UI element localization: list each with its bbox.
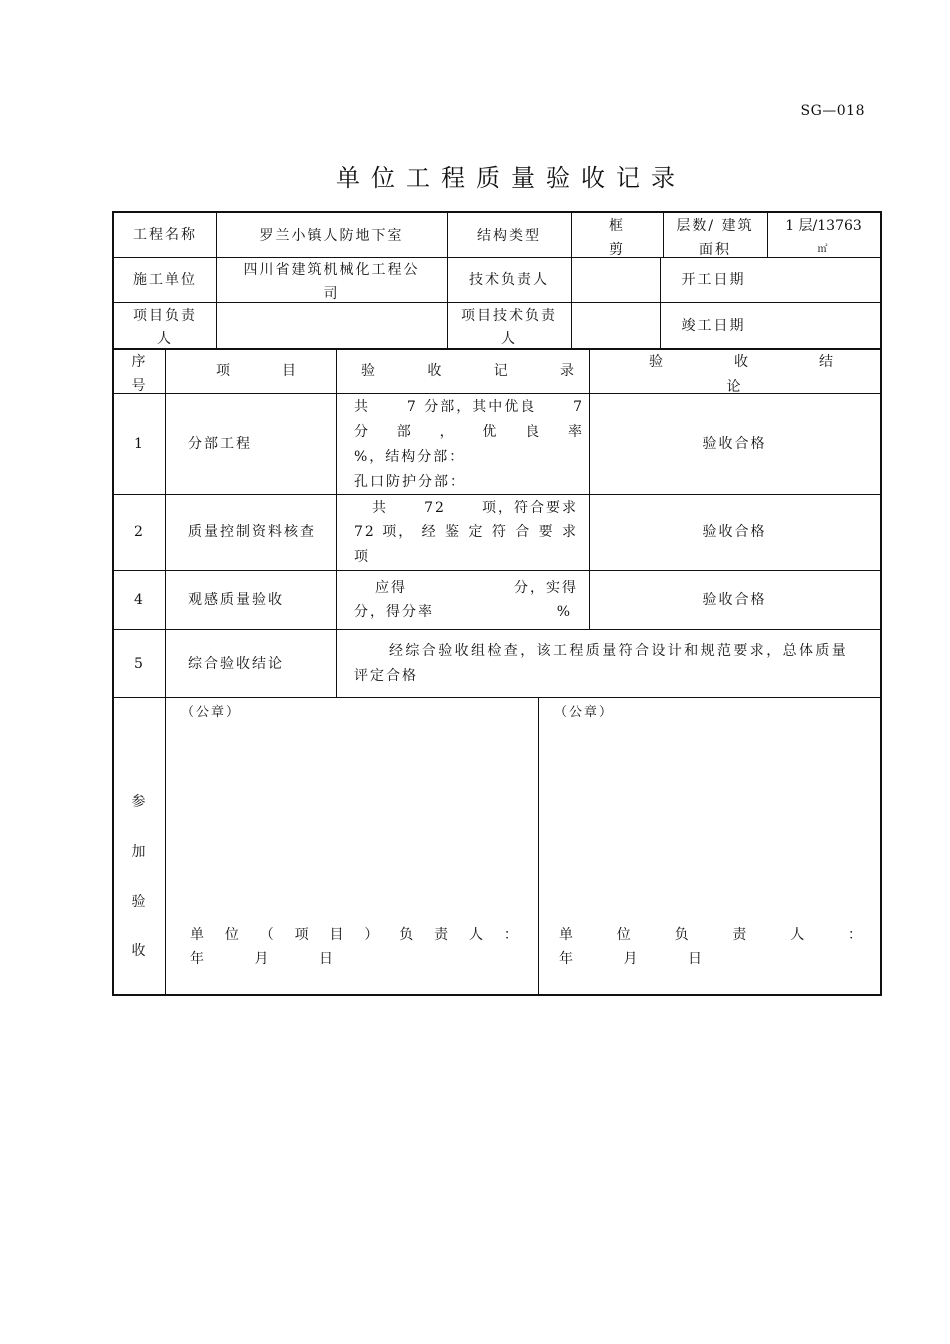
date-text: 月 bbox=[623, 951, 640, 967]
row-record-line bbox=[354, 600, 572, 624]
signature-text: 项 bbox=[294, 927, 311, 943]
right-official-seal: （公章） bbox=[554, 705, 615, 720]
col-header-item bbox=[216, 359, 298, 383]
signature-text: 负 bbox=[674, 927, 691, 943]
project-manager-label: 人 bbox=[157, 331, 173, 347]
record-text: 72 项， bbox=[354, 524, 415, 540]
signature-text: 责 bbox=[732, 927, 749, 943]
record-text: 求 bbox=[562, 524, 578, 540]
record-text: 分，得分率 bbox=[354, 604, 434, 620]
signature-text: 位 bbox=[616, 927, 633, 943]
participants-label: 验 bbox=[131, 894, 148, 910]
record-text: ， bbox=[439, 424, 456, 440]
floors-area-label: 面积 bbox=[699, 242, 731, 258]
contractor-value: 司 bbox=[323, 286, 340, 302]
participants-label: 参 bbox=[131, 794, 148, 810]
row-divider bbox=[114, 629, 880, 630]
col-header-record-char: 记 bbox=[493, 363, 510, 379]
signature-text: 单 bbox=[190, 927, 206, 943]
row-record-line bbox=[372, 496, 578, 520]
project-tech-lead-label: 人 bbox=[501, 331, 517, 347]
record-text: 要 bbox=[538, 524, 555, 540]
row-item: 分部工程 bbox=[188, 436, 252, 452]
structure-type-label: 结构类型 bbox=[477, 228, 541, 244]
signature-text: 人 bbox=[790, 927, 807, 943]
col-header-item-char: 项 bbox=[216, 363, 232, 379]
row-record-line bbox=[354, 395, 584, 419]
row-record-line: 孔口防护分部： bbox=[354, 474, 466, 490]
record-text: 分，实得 bbox=[514, 580, 578, 596]
row-record-line: 项 bbox=[354, 549, 370, 565]
date-text: 日 bbox=[319, 951, 335, 967]
row-conclusion: 验收合格 bbox=[702, 436, 767, 452]
page-title: 单位工程质量验收记录 bbox=[336, 164, 686, 192]
record-text: 率 bbox=[567, 424, 584, 440]
row-record-line bbox=[375, 576, 578, 600]
floors-area-value: 1 层/13763 bbox=[785, 218, 862, 234]
col-divider bbox=[538, 697, 539, 996]
record-text: 共 bbox=[372, 500, 388, 516]
right-date-line bbox=[559, 947, 704, 971]
record-text: 符 bbox=[491, 524, 508, 540]
col-header-record-char: 收 bbox=[427, 363, 444, 379]
floors-area-value: ㎡ bbox=[817, 244, 830, 255]
row-number: 2 bbox=[134, 524, 145, 540]
record-text: 定 bbox=[468, 524, 485, 540]
col-header-record-char: 验 bbox=[361, 363, 377, 379]
project-tech-lead-label: 项目技术负责 bbox=[461, 308, 557, 324]
signature-text: ） bbox=[364, 927, 381, 943]
row-divider bbox=[114, 697, 880, 698]
record-text: 7 分部，其中优良 bbox=[406, 399, 537, 415]
left-date-line bbox=[190, 947, 335, 971]
record-text: 共 bbox=[354, 399, 370, 415]
signature-text: 目 bbox=[329, 927, 346, 943]
col-header-conclusion-char: 验 bbox=[649, 354, 665, 370]
project-name-value: 罗兰小镇人防地下室 bbox=[259, 228, 404, 244]
participants-label: 收 bbox=[131, 943, 148, 959]
final-conclusion-line: 经综合验收组检查，该工程质量符合设计和规范要求，总体质量 bbox=[389, 643, 849, 659]
record-text: 分 bbox=[354, 424, 370, 440]
signature-text: （ bbox=[259, 927, 276, 943]
project-manager-label: 项目负责 bbox=[133, 308, 197, 324]
record-text: 经 bbox=[421, 524, 438, 540]
col-header-no: 序 bbox=[131, 354, 148, 370]
signature-text: 单 bbox=[559, 927, 575, 943]
tech-lead-label: 技术负责人 bbox=[469, 272, 549, 288]
col-divider bbox=[165, 348, 166, 996]
signature-text: 责 bbox=[434, 927, 451, 943]
structure-type-value: 剪 bbox=[609, 242, 625, 258]
floors-area-label: 层数/ 建筑 bbox=[676, 218, 754, 234]
form-code: SG—018 bbox=[800, 103, 865, 119]
record-text: 项，符合要求 bbox=[481, 500, 578, 516]
date-text: 年 bbox=[559, 951, 575, 967]
row-number: 5 bbox=[134, 656, 145, 672]
row-record-line: %，结构分部： bbox=[354, 449, 466, 465]
col-header-conclusion: 论 bbox=[726, 379, 743, 395]
left-signature-line bbox=[190, 923, 520, 947]
acceptance-form-table bbox=[112, 211, 882, 996]
row-divider bbox=[114, 494, 880, 495]
signature-text: 负 bbox=[399, 927, 416, 943]
record-text: 优 bbox=[482, 424, 499, 440]
row-conclusion: 验收合格 bbox=[702, 592, 767, 608]
record-text: % bbox=[556, 604, 572, 620]
right-signature-line bbox=[559, 923, 864, 947]
record-text: 应得 bbox=[375, 580, 407, 596]
start-date-label: 开工日期 bbox=[681, 272, 746, 288]
row-item: 质量控制资料核查 bbox=[188, 524, 316, 540]
date-text: 月 bbox=[254, 951, 271, 967]
row-record-line bbox=[354, 520, 578, 544]
left-official-seal: （公章） bbox=[181, 705, 242, 720]
signature-text: ： bbox=[847, 927, 864, 943]
col-header-conclusion bbox=[649, 350, 835, 374]
date-text: 日 bbox=[688, 951, 704, 967]
row-record-line bbox=[354, 420, 584, 444]
col-divider bbox=[336, 348, 337, 697]
row-item: 综合验收结论 bbox=[188, 656, 284, 672]
record-text: 部 bbox=[396, 424, 413, 440]
row-conclusion: 验收合格 bbox=[702, 524, 767, 540]
structure-type-value: 框 bbox=[609, 218, 625, 234]
col-header-item-char: 目 bbox=[282, 363, 298, 379]
record-text: 7 bbox=[573, 399, 584, 415]
date-text: 年 bbox=[190, 951, 206, 967]
record-text: 良 bbox=[525, 424, 542, 440]
signature-text: 人 bbox=[469, 927, 485, 943]
final-conclusion-line: 评定合格 bbox=[354, 668, 418, 684]
contractor-value: 四川省建筑机械化工程公 bbox=[243, 262, 420, 278]
record-text: 72 bbox=[424, 500, 446, 516]
record-text: 鉴 bbox=[445, 524, 462, 540]
col-header-no: 号 bbox=[131, 378, 148, 394]
signature-text: ： bbox=[503, 927, 520, 943]
col-header-record bbox=[361, 359, 576, 383]
row-number: 4 bbox=[134, 592, 145, 608]
signature-text: 位 bbox=[224, 927, 241, 943]
record-text: 合 bbox=[515, 524, 532, 540]
col-header-conclusion-char: 收 bbox=[734, 354, 750, 370]
col-header-conclusion-char: 结 bbox=[819, 354, 835, 370]
finish-date-label: 竣工日期 bbox=[681, 318, 746, 334]
contractor-label: 施工单位 bbox=[133, 272, 197, 288]
participants-label: 加 bbox=[131, 844, 148, 860]
row-number: 1 bbox=[134, 436, 145, 452]
row-item: 观感质量验收 bbox=[188, 592, 284, 608]
col-header-record-char: 录 bbox=[559, 363, 576, 379]
row-divider bbox=[114, 570, 880, 571]
project-name-label: 工程名称 bbox=[133, 227, 197, 243]
